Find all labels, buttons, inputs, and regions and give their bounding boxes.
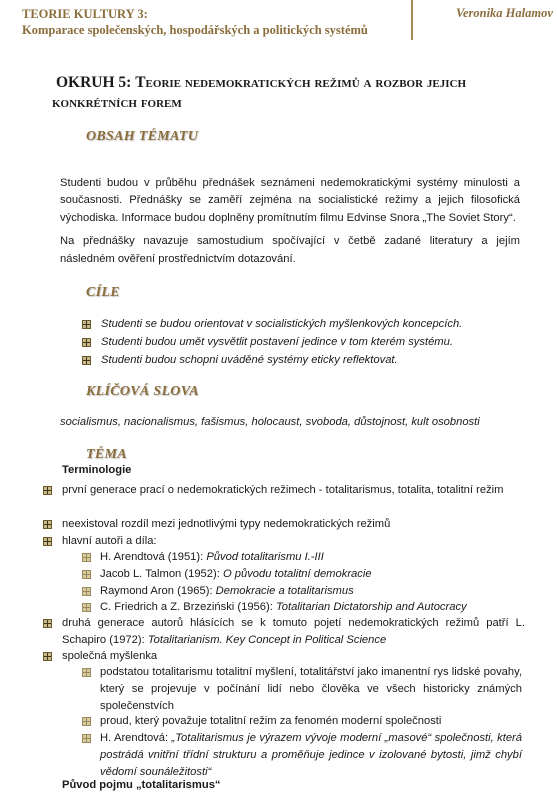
topic-text: neexistoval rozdíl mezi jednotlivými typy nedemokratických režimů <box>62 518 391 530</box>
goal-text: Studenti budou umět vysvětlit postavení jedince v tom kterém systému. <box>101 336 453 348</box>
author-work: Totalitarian Dictatorship and Autocracy <box>275 601 467 613</box>
bullet-icon <box>43 652 52 661</box>
bullet-icon <box>82 356 91 365</box>
course-title: TEORIE KULTURY 3: <box>22 7 148 21</box>
subheading-terminologie: Terminologie <box>62 464 132 476</box>
bullet-icon <box>43 486 52 495</box>
subheading-puvod: Původ pojmu „totalitarismus“ <box>62 779 221 791</box>
chapter-title <box>52 73 536 113</box>
author-name: Raymond Aron (1965): <box>100 585 216 597</box>
idea-text: podstatou totalitarismu totalitní myšlení, totalitářství jako imanentní rys lidské povahy, který se projevuje v počínání lidí nebo člověka ve všech historicky známých společenstvích <box>100 666 522 712</box>
idea-author: H. Arendtová: <box>100 732 172 744</box>
author-work: Demokracie a totalitarismus <box>215 585 354 597</box>
bullet-icon <box>43 520 52 529</box>
idea-text: proud, který považuje totalitní režim za fenomén moderní společnosti <box>100 715 442 727</box>
topic-item-5 <box>43 648 525 665</box>
header-divider <box>411 0 413 40</box>
sub-bullet-icon <box>82 553 91 562</box>
keywords-text: socialismus, nacionalismus, fašismus, holocaust, svoboda, důstojnost, kult osobnosti <box>60 416 480 428</box>
sub-bullet-icon <box>82 668 91 677</box>
goal-item-2 <box>82 334 522 351</box>
topic-item-3 <box>43 533 525 550</box>
idea-quote: „Totalitarismus je výrazem vývoje moderní „masové“ společnosti, která postrádá vnitřní třídní strukturu a proměňuje jedince v izolované bytosti, jimž chybí vědomí sounáležitosti“ <box>100 732 522 778</box>
section-heading-obsah: OBSAH TÉMATU <box>86 129 199 144</box>
section-heading-tema: TÉMA <box>86 447 127 462</box>
goal-item-1 <box>82 316 522 333</box>
obsah-text-1: Studenti budou v průběhu přednášek seznámeni nedemokratickými systémy minulosti a současnosti. Přednášky se zaměří zejména na socialistické režimy a jejich filosofická východiska. Informace budou doplněny promítnutím filmu Edvinse Snora „The Soviet Story“. <box>60 176 520 224</box>
author-item-2 <box>82 566 522 583</box>
topic-item-4 <box>43 615 525 649</box>
sub-bullet-icon <box>82 587 91 596</box>
goal-item-3 <box>82 352 522 369</box>
bullet-icon <box>43 619 52 628</box>
obsah-paragraph-1 <box>60 157 520 227</box>
idea-item-1 <box>82 664 522 715</box>
chapter-number: OKRUH 5: <box>56 74 132 91</box>
goal-text: Studenti se budou orientovat v socialistických myšlenkových koncepcích. <box>101 318 463 330</box>
topic-item-2 <box>43 516 525 533</box>
chapter-title-line1: Teorie nedemokratických režimů a rozbor jejich <box>135 74 467 91</box>
topic-text: společná myšlenka <box>62 650 158 662</box>
course-subtitle: Komparace společenských, hospodářských a politických systémů <box>22 23 368 37</box>
section-heading-cile: CÍLE <box>86 285 120 300</box>
goal-text: Studenti budou schopni uváděné systémy eticky reflektovat. <box>101 354 398 366</box>
bullet-icon <box>82 320 91 329</box>
sub-bullet-icon <box>82 603 91 612</box>
author-name: C. Friedrich a Z. Brzeziński (1956): <box>100 601 276 613</box>
author-name: H. Arendtová (1951): <box>100 551 207 563</box>
author-item-4 <box>82 599 532 616</box>
topic-work: Totalitarianism. Key Concept in Political Science <box>147 634 387 646</box>
author-name: Jacob L. Talmon (1952): <box>100 568 223 580</box>
section-heading-keywords: KLÍČOVÁ SLOVA <box>86 384 199 399</box>
author-item-3 <box>82 583 522 600</box>
sub-bullet-icon <box>82 570 91 579</box>
topic-text: hlavní autoři a díla: <box>62 535 157 547</box>
sub-bullet-icon <box>82 734 91 743</box>
topic-text: druhá generace autorů hlásících se k tomuto pojetí nedemokratických režimů patří L. Schapiro (1972): <box>62 617 525 646</box>
bullet-icon <box>43 537 52 546</box>
topic-item-1 <box>43 482 525 499</box>
obsah-paragraph-2 <box>60 233 520 268</box>
idea-item-3 <box>82 730 522 781</box>
author-item-1 <box>82 549 522 566</box>
chapter-title-line2: konkrétních forem <box>52 94 182 111</box>
running-header <box>22 6 368 38</box>
obsah-text-2: Na přednášky navazuje samostudium spočívající v četbě zadané literatury a jejím následném ověření prostřednictvím dotazování. <box>60 235 520 265</box>
idea-item-2 <box>82 713 522 730</box>
bullet-icon <box>82 338 91 347</box>
topic-text: první generace prací o nedemokratických režimech - totalitarismus, totalita, totalitní režim <box>62 484 504 496</box>
author-name: Veronika Halamov <box>456 6 553 20</box>
author-work: Původ totalitarismu I.-III <box>206 551 324 563</box>
sub-bullet-icon <box>82 717 91 726</box>
author-work: O původu totalitní demokracie <box>222 568 372 580</box>
